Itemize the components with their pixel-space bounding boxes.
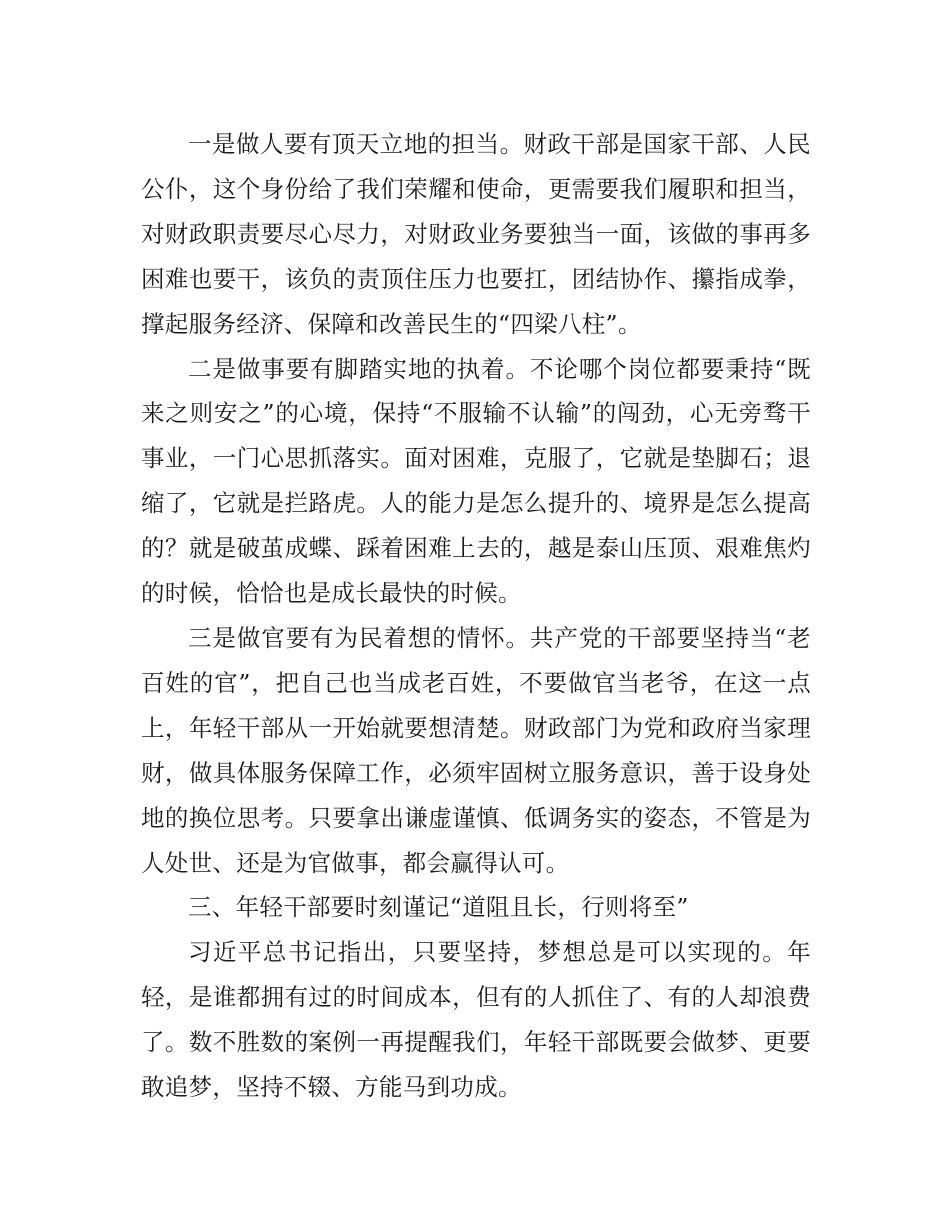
document-page [141,122,811,1110]
section-heading: 三、年轻干部要时刻谨记“道阻且长，行则将至” [188,893,689,922]
paragraph-responsibility: 一是做人要有顶天立地的担当。财政干部是国家干部、人民公仆，这个身份给了我们荣耀和使命，更需要我们履职和担当，对财政职责要尽心尽力，对财政业务要独当一面，该做的事再多困难也要干，该负的责顶住压力也要扛，团结协作、攥指成拳，撑起服务经济、保障和改善民生的“四梁八柱”。 [141,130,811,338]
paragraph-dreams: 习近平总书记指出，只要坚持，梦想总是可以实现的。年轻，是谁都拥有过的时间成本，但有的人抓住了、有的人却浪费了。数不胜数的案例一再提醒我们，年轻干部既要会做梦、更要敢追梦，坚持不辍、方能马到功成。 [141,938,811,1102]
paragraph-persistence: 二是做事要有脚踏实地的执着。不论哪个岗位都要秉持“既来之则安之”的心境，保持“不服输不认输”的闯劲，心无旁骛干事业，一门心思抓落实。面对困难，克服了，它就是垫脚石；退缩了，它就是拦路虎。人的能力是怎么提升的、境界是怎么提高的？就是破茧成蝶、踩着困难上去的，越是泰山压顶、艰难焦灼的时候，恰恰也是成长最快的时候。 [141,354,811,608]
paragraph-serve-people: 三是做官要有为民着想的情怀。共产党的干部要坚持当“老百姓的官”，把自己也当成老百姓，不要做官当老爷，在这一点上，年轻干部从一开始就要想清楚。财政部门为党和政府当家理财，做具体服务保障工作，必须牢固树立服务意识，善于设身处地的换位思考。只要拿出谦虚谨慎、低调务实的姿态，不管是为人处世、还是为官做事，都会赢得认可。 [141,623,811,877]
